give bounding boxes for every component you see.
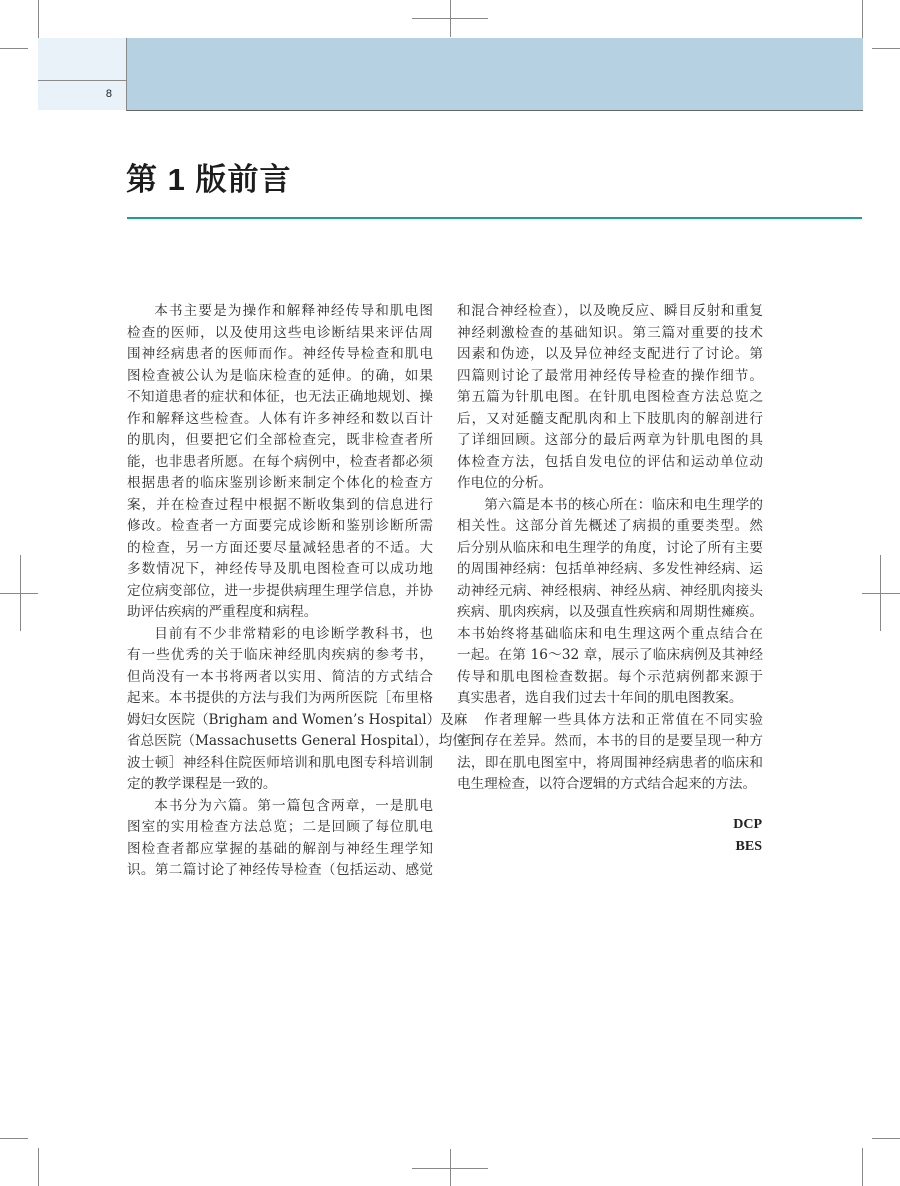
text-line: 图检查被公认为是临床检查的延伸。的确，如果	[127, 367, 433, 384]
text-line: 的周围神经病：包括单神经病、多发性神经病、运	[457, 561, 763, 577]
text-line: 后，又对延髓支配肌肉和上下肢肌肉的解剖进行	[457, 410, 763, 427]
crop-mark	[38, 1148, 39, 1186]
text-line: 检查的医师，以及使用这些电诊断结果来评估周	[127, 324, 433, 341]
crop-mark	[20, 555, 21, 631]
text-line: 作者理解一些具体方法和正常值在不同实验	[484, 711, 763, 728]
text-line: 了详细回顾。这部分的最后两章为针肌电图的具	[457, 432, 763, 448]
text-line: 体检查方法，包括自发电位的评估和运动单位动	[457, 453, 763, 470]
crop-mark	[872, 1138, 900, 1139]
text-line: 省总医院（Massachusetts General Hospital），均位于	[127, 733, 480, 749]
crop-mark	[0, 1138, 28, 1139]
crop-mark	[412, 1168, 488, 1169]
text-line: 不知道患者的症状和体征，也无法正确地规划、操	[127, 389, 433, 405]
crop-mark	[862, 0, 863, 38]
text-line: 助评估疾病的严重程度和病程。	[127, 604, 318, 620]
text-line: 案，并在检查过程中根据不断收集到的信息进行	[127, 496, 433, 513]
page-number: 8	[105, 88, 112, 100]
text-line: 有一些优秀的关于临床神经肌肉疾病的参考书，	[127, 647, 433, 663]
text-line: 传导和肌电图检查数据。每个示范病例都来源于	[457, 668, 763, 685]
text-line: 神经刺激检查的基础知识。第三篇对重要的技术	[457, 324, 763, 341]
text-line: 能，也非患者所愿。在每个病例中，检查者都必须	[127, 453, 433, 470]
text-line: 作电位的分析。	[457, 475, 553, 491]
text-line: 一起。在第 16～32 章，展示了临床病例及其神经	[457, 647, 763, 663]
crop-mark	[0, 593, 38, 594]
text-line: 本书分为六篇。第一篇包含两章，一是肌电	[154, 797, 433, 814]
left-column	[127, 301, 480, 882]
crop-mark	[38, 0, 39, 38]
text-line: 电生理检查，以符合逻辑的方式结合起来的方法。	[457, 776, 757, 792]
text-line: 图检查者都应掌握的基础的解剖与神经生理学知	[127, 840, 433, 857]
page-title: 第 1 版前言	[126, 162, 292, 197]
text-line: 的肌肉，但要把它们全部检查完，既非检查者所	[127, 432, 433, 448]
crop-mark	[0, 48, 28, 49]
crop-mark	[862, 1148, 863, 1186]
title-rule	[127, 217, 862, 219]
signature-bes: BES	[735, 839, 762, 854]
text-line: 本书始终将基础临床和电生理这两个重点结合在	[457, 625, 763, 642]
text-line: 因素和伪迹，以及异位神经支配进行了讨论。第	[457, 346, 763, 362]
crop-mark	[880, 555, 881, 631]
text-line: 动神经元病、神经根病、神经丛病、神经肌肉接头	[457, 582, 763, 599]
text-line: 但尚没有一本书将两者以实用、简洁的方式结合	[127, 668, 433, 685]
text-line: 真实患者，选自我们过去十年间的肌电图教案。	[457, 690, 743, 706]
text-line: 目前有不少非常精彩的电诊断学教科书，也	[154, 625, 433, 642]
text-line: 修改。检查者一方面要完成诊断和鉴别诊断所需	[127, 518, 433, 534]
text-line: 后分别从临床和电生理学的角度，讨论了所有主要	[457, 539, 763, 556]
text-line: 定的教学课程是一致的。	[127, 776, 277, 792]
text-line: 疾病、肌肉疾病，以及强直性疾病和周期性瘫痪。	[457, 604, 763, 620]
text-line: 波士顿］神经科住院医师培训和肌电图专科培训制	[127, 754, 433, 771]
text-line: 起来。本书提供的方法与我们为两所医院［布里格	[127, 690, 433, 706]
text-line: 室间存在差异。然而，本书的目的是要呈现一种方	[457, 733, 763, 749]
crop-mark	[412, 18, 488, 19]
header-band	[126, 38, 863, 111]
text-line: 法，即在肌电图室中，将周围神经病患者的临床和	[457, 754, 763, 771]
text-line: 定位病变部位，进一步提供病理生理学信息，并协	[127, 582, 433, 599]
crop-mark	[872, 48, 900, 49]
text-line: 四篇则讨论了最常用神经传导检查的操作细节。	[457, 367, 763, 384]
right-column	[457, 301, 763, 796]
text-line: 多数情况下，神经传导及肌电图检查可以成功地	[127, 561, 433, 577]
text-line: 相关性。这部分首先概述了病损的重要类型。然	[457, 518, 763, 534]
text-line: 第五篇为针肌电图。在针肌电图检查方法总览之	[457, 389, 763, 405]
text-line: 作和解释这些检查。人体有许多神经和数以百计	[127, 410, 433, 427]
text-line: 姆妇女医院（Brigham and Women’s Hospital）及麻	[127, 711, 468, 728]
text-line: 第六篇是本书的核心所在：临床和电生理学的	[484, 496, 763, 513]
header-page-box	[38, 38, 126, 110]
text-line: 本书主要是为操作和解释神经传导和肌电图	[154, 303, 433, 319]
divider	[38, 80, 126, 81]
text-line: 和混合神经检查），以及晚反应、瞬目反射和重复	[457, 303, 763, 319]
text-line: 图室的实用检查方法总览；二是回顾了每位肌电	[127, 819, 433, 835]
text-line: 根据患者的临床鉴别诊断来制定个体化的检查方	[127, 475, 433, 491]
crop-mark	[862, 593, 900, 594]
text-line: 围神经病患者的医师而作。神经传导检查和肌电	[127, 346, 433, 362]
text-line: 的检查，另一方面还要尽量减轻患者的不适。大	[127, 539, 433, 556]
signature-dcp: DCP	[733, 817, 762, 832]
text-line: 识。第二篇讨论了神经传导检查（包括运动、感觉	[127, 862, 433, 878]
